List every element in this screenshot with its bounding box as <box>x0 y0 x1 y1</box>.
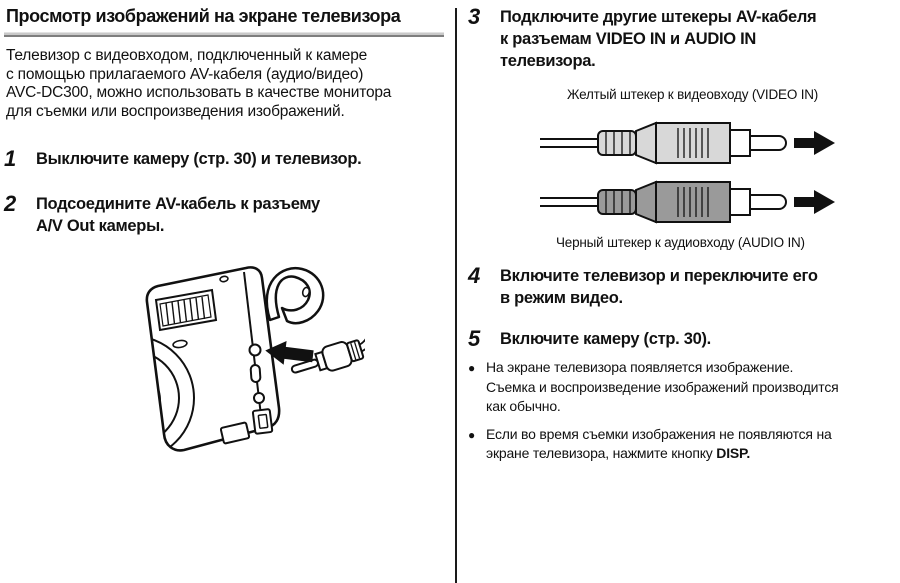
step-2-line: Подсоедините AV-кабель к разъему <box>36 195 320 213</box>
step-5-line: Включите камеру (стр. 30). <box>500 330 711 348</box>
note-2-line: Если во время съемки изображения не появляются на <box>486 425 832 442</box>
step-4 <box>468 265 900 309</box>
step-2 <box>4 193 444 237</box>
step-3-line: Подключите другие штекеры AV-кабеля <box>500 8 817 26</box>
note-1-line: Съемка и воспроизведение изображений производится <box>486 378 839 395</box>
step-1 <box>4 148 444 170</box>
step-5-text <box>500 328 711 350</box>
bullet-icon: ● <box>468 361 476 375</box>
page-title: Просмотр изображений на экране телевизора <box>6 6 401 26</box>
right-arrow-icon <box>794 190 835 214</box>
disp-button-label: DISP. <box>716 445 751 461</box>
note-bullet-1 <box>468 358 900 417</box>
intro-paragraph <box>4 47 444 121</box>
intro-line: с помощью прилагаемого AV-кабеля (аудио/видео) <box>6 65 364 83</box>
right-column <box>457 6 900 464</box>
step-5-number: 5 <box>468 326 480 351</box>
wrist-strap <box>267 268 323 323</box>
note-bullet-2 <box>468 425 900 464</box>
title-underline <box>4 32 444 37</box>
note-1-line: как обычно. <box>486 398 561 414</box>
intro-line: для съемки или воспроизведения изображений. <box>6 102 345 120</box>
yellow-plug-caption: Желтый штекер к видеовходу (VIDEO IN) <box>567 87 819 102</box>
note-2-text <box>486 425 832 464</box>
step-3-text <box>500 6 816 72</box>
step-1-number: 1 <box>4 146 16 171</box>
black-plug-caption: Черный штекер к аудиовходу (AUDIO IN) <box>556 235 805 250</box>
bullet-icon: ● <box>468 427 476 442</box>
step-3-line: к разъемам VIDEO IN и AUDIO IN <box>500 30 757 48</box>
note-1-line: На экране телевизора появляется изображение. <box>486 359 794 375</box>
black-plug-illustration <box>538 176 838 228</box>
step-2-line: A/V Out камеры. <box>36 217 165 235</box>
step-3-line: телевизора. <box>500 52 596 70</box>
step-2-number: 2 <box>4 191 16 216</box>
step-4-text <box>500 265 818 309</box>
step-1-line: Выключите камеру (стр. 30) и телевизор. <box>36 150 362 168</box>
step-4-line: Включите телевизор и переключите его <box>500 267 818 285</box>
step-5 <box>468 328 900 350</box>
intro-line: Телевизор с видеовходом, подключенный к камере <box>6 47 368 64</box>
step-3 <box>468 6 900 72</box>
step-2-text <box>36 193 320 237</box>
step-1-text <box>36 148 361 170</box>
yellow-plug-illustration <box>538 117 838 169</box>
step-4-number: 4 <box>468 263 480 288</box>
note-1-text <box>486 358 839 417</box>
right-arrow-icon <box>794 131 835 155</box>
step-4-line: в режим видео. <box>500 289 623 307</box>
intro-line: AVC-DC300, можно использовать в качестве монитора <box>6 84 392 101</box>
camera-illustration <box>118 262 365 469</box>
left-column <box>4 6 444 237</box>
note-2-line-pre: экране телевизора, нажмите кнопку <box>486 445 717 461</box>
step-3-number: 3 <box>468 4 480 29</box>
note-2-line <box>486 444 832 464</box>
